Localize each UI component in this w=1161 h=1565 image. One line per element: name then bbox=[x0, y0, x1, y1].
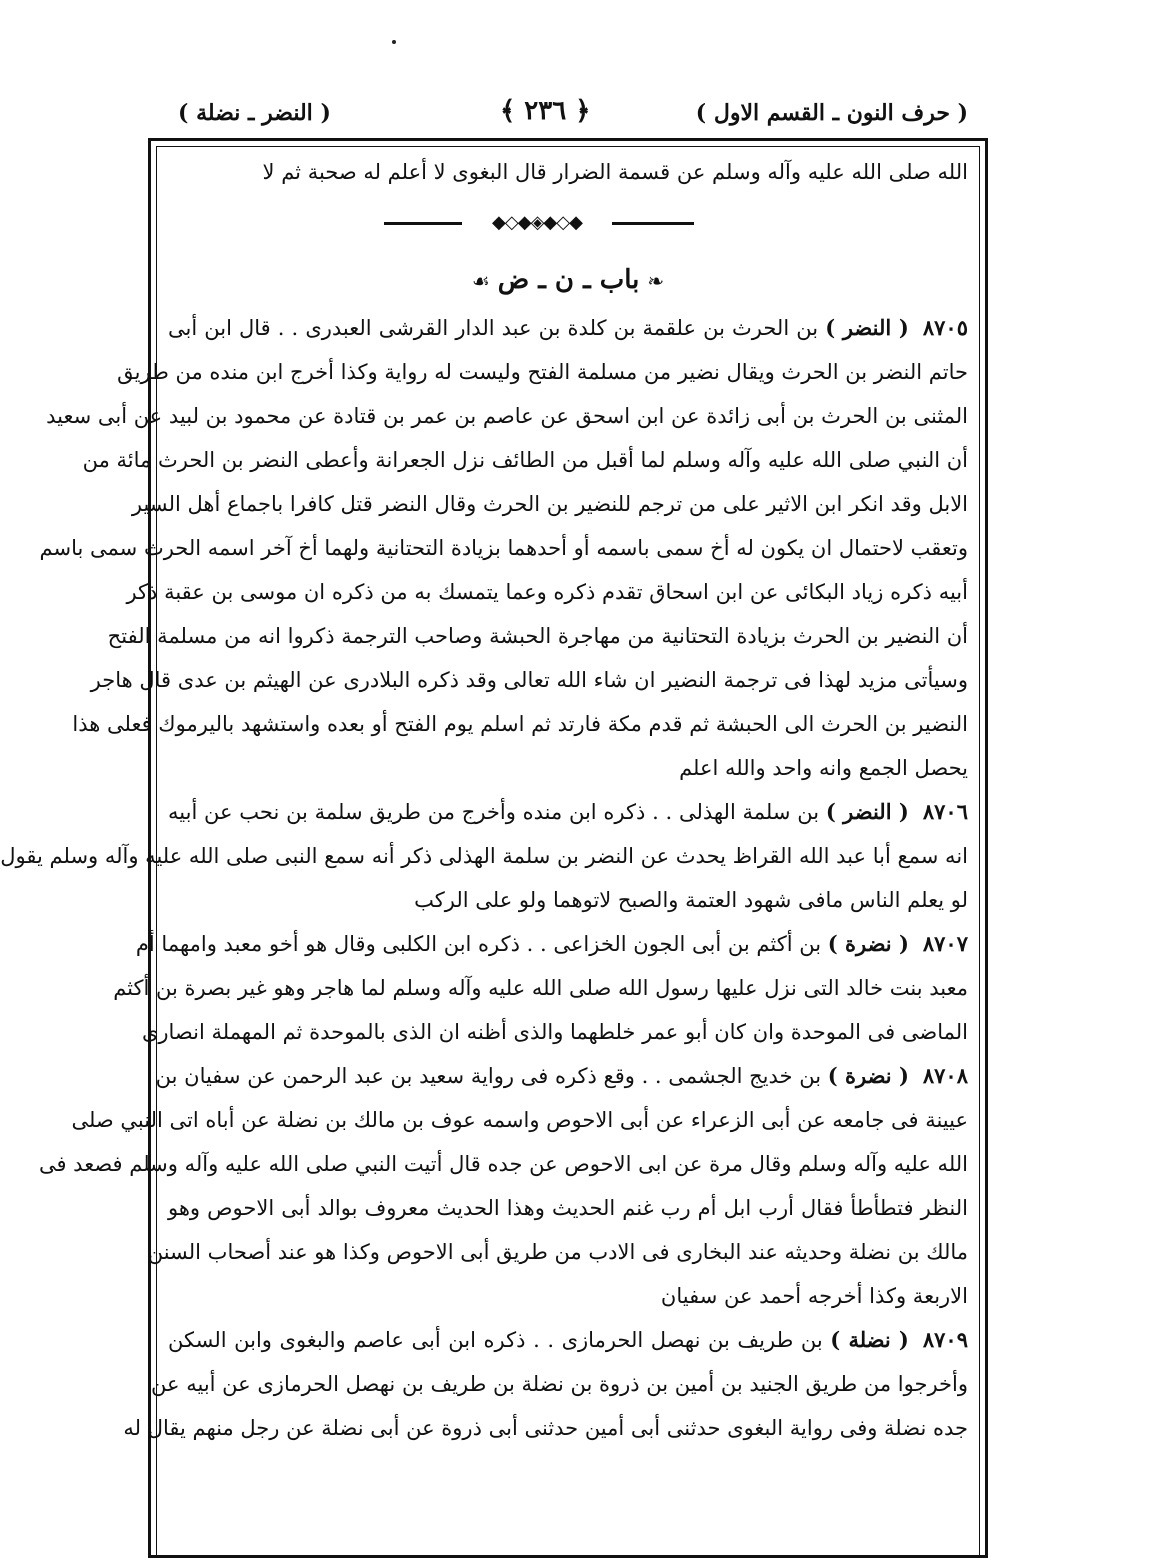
chapter-heading-text: باب ـ ن ـ ض bbox=[497, 265, 640, 295]
entry-text: بن طريف بن نهصل الحرمازى . . ذكره ابن أبى عاصم والبغوى وابن السكن bbox=[168, 1328, 823, 1352]
entry-number: ٨٧٠٩ bbox=[922, 1327, 968, 1352]
entry-8705-line-2: حاتم النضر بن الحرث ويقال نضير من مسلمة الفتح وليست له رواية وكذا أخرج ابن منده من طريق bbox=[117, 360, 968, 384]
text-column bbox=[0, 150, 974, 1450]
entry-8708-line-4: النظر فتطأطأ فقال أرب ابل أم رب غنم الحديث وهذا الحديث معروف بوالد أبى الاحوص وهو bbox=[168, 1196, 968, 1220]
entry-text: بن الحرث بن علقمة بن كلدة بن عبد الدار القرشى العبدرى . . قال ابن أبى bbox=[168, 316, 819, 340]
entry-8705-line-3: المثنى بن الحرث بن أبى زائدة عن ابن اسحق عن عاصم بن عمر بن قتادة عن محمود بن لبيد عن أبى سعيد bbox=[46, 404, 968, 428]
chapter-heading bbox=[162, 254, 974, 306]
heading-ornament-left: ☙ bbox=[471, 269, 490, 293]
entry-text: بن سلمة الهذلى . . ذكره ابن منده وأخرج من طريق سلمة بن نحب عن أبيه bbox=[168, 800, 820, 824]
heading-ornament-right: ❧ bbox=[647, 269, 665, 293]
entry-8708-line-1 bbox=[155, 1054, 974, 1098]
entry-8705-line-8: أن النضير بن الحرث بزيادة التحتانية من مهاجرة الحبشة وصاحب الترجمة ذكروا انه من مسلمة الفتح bbox=[107, 624, 968, 648]
entry-8709-line-1 bbox=[162, 1318, 974, 1362]
entry-text: بن أكثم بن أبى الجون الخزاعى . . ذكره ابن الكلبى وقال هو أخو معبد وامهما أم bbox=[135, 932, 822, 956]
entry-8707-line-2: معبد بنت خالد التى نزل عليها رسول الله صلى الله عليه وآله وسلم لما هاجر وهو غير بصرة بن أكثم bbox=[113, 976, 968, 1000]
entry-8708-line-3: الله عليه وآله وسلم وقال مرة عن ابى الاحوص عن جده قال أتيت النبي صلى الله عليه وآله وسلم فصعد فى bbox=[38, 1152, 968, 1176]
entry-number: ٨٧٠٧ bbox=[922, 931, 968, 956]
continuation-line: الله صلى الله عليه وآله وسلم عن قسمة الضرار قال البغوى لا أعلم له صحبة ثم لا bbox=[262, 160, 968, 184]
entry-8705-line-5: الابل وقد انكر ابن الاثير على من ترجم للنضير بن الحرث وقال النضر قتل كافرا باجماع أهل السير bbox=[131, 492, 968, 516]
entry-8707-line-1 bbox=[135, 922, 974, 966]
entry-8705-line-11: يحصل الجمع وانه واحد والله اعلم bbox=[679, 756, 968, 780]
entry-8705-line-9: وسيأتى مزيد لهذا فى ترجمة النضير ان شاء الله تعالى وقد ذكره البلادرى عن الهيثم بن عدى قال هاجر bbox=[90, 668, 968, 692]
section-divider bbox=[162, 194, 974, 254]
entry-name: ( نضرة ) bbox=[827, 931, 909, 956]
entry-text: بن خديج الجشمى . . وقع ذكره فى رواية سعيد بن عبد الرحمن عن سفيان بن bbox=[155, 1064, 822, 1088]
entry-name: ( نضرة ) bbox=[827, 1063, 909, 1088]
entry-number: ٨٧٠٦ bbox=[922, 799, 968, 824]
entry-number: ٨٧٠٨ bbox=[922, 1063, 968, 1088]
entry-8708-line-6: الاربعة وكذا أخرجه أحمد عن سفيان bbox=[660, 1284, 968, 1308]
entry-8706-line-1 bbox=[162, 790, 974, 834]
page-speck bbox=[392, 40, 396, 44]
divider-ornament: ◆◇◆◈◆◇◆ bbox=[462, 210, 612, 236]
entry-8708-line-5: مالك بن نضلة وحديثه عند البخارى فى الادب من طريق أبى الاحوص وكذا هو عند أصحاب السنن bbox=[147, 1240, 968, 1264]
entry-8706-line-2: انه سمع أبا عبد الله القراظ يحدث عن النضر بن سلمة الهذلى ذكر أنه سمع النبى صلى الله عليه وآله وسلم يقول bbox=[0, 844, 968, 868]
entry-8709-line-2: وأخرجوا من طريق الجنيد بن أمين بن ذروة بن نضلة بن طريف بن نهصل الحرمازى عن أبيه عن bbox=[151, 1372, 968, 1396]
entry-8705-line-7: أبيه ذكره زياد البكائى عن ابن اسحاق تقدم ذكره وعما يتمسك به من ذكره ان موسى بن عقبة ذكر bbox=[126, 580, 968, 604]
entry-8706-line-3: لو يعلم الناس مافى شهود العتمة والصبح لاتوهما ولو على الركب bbox=[414, 888, 968, 912]
entry-8705-line-10: النضير بن الحرث الى الحبشة ثم قدم مكة فارتد ثم اسلم يوم الفتح أو بعده واستشهد باليرموك فعلى هذا bbox=[72, 712, 968, 736]
entry-number: ٨٧٠٥ bbox=[922, 315, 968, 340]
entry-8709-line-3: جده نضلة وفى رواية البغوى حدثنى أبى أمين حدثنى أبى ذروة عن أبى نضلة عن رجل منهم يقال له bbox=[123, 1416, 968, 1440]
entry-8705-line-6: وتعقب لاحتمال ان يكون له أخ سمى باسمه أو أحدهما بزيادة التحتانية ولهما أخ آخر اسمه الحرث سمى باسم bbox=[39, 536, 968, 560]
header-section-left: ( النضر ـ نضلة ) bbox=[178, 100, 331, 126]
entry-8708-line-2: عيينة فى جامعه عن أبى الزعراء عن أبى الاحوص واسمه عوف بن مالك بن نضلة عن أباه اتى النبي صلى bbox=[71, 1108, 968, 1132]
entry-8705-line-1 bbox=[162, 306, 974, 350]
page-number: ﴿ ٢٣٦ ﴾ bbox=[500, 96, 591, 126]
entry-name: ( النضر ) bbox=[825, 315, 909, 340]
header-section-right: ( حرف النون ـ القسم الاول ) bbox=[695, 100, 968, 126]
entry-name: ( نضلة ) bbox=[830, 1327, 909, 1352]
running-header bbox=[150, 96, 990, 136]
entry-8705-line-4: أن النبي صلى الله عليه وآله وسلم لما أقبل من الطائف نزل الجعرانة وأعطى النضر بن الحرث مائة من bbox=[82, 448, 968, 472]
entry-8707-line-3: الماضى فى الموحدة وان كان أبو عمر خلطهما والذى أظنه ان الذى بالموحدة ثم المهملة انصارى bbox=[141, 1020, 968, 1044]
entry-name: ( النضر ) bbox=[825, 799, 909, 824]
